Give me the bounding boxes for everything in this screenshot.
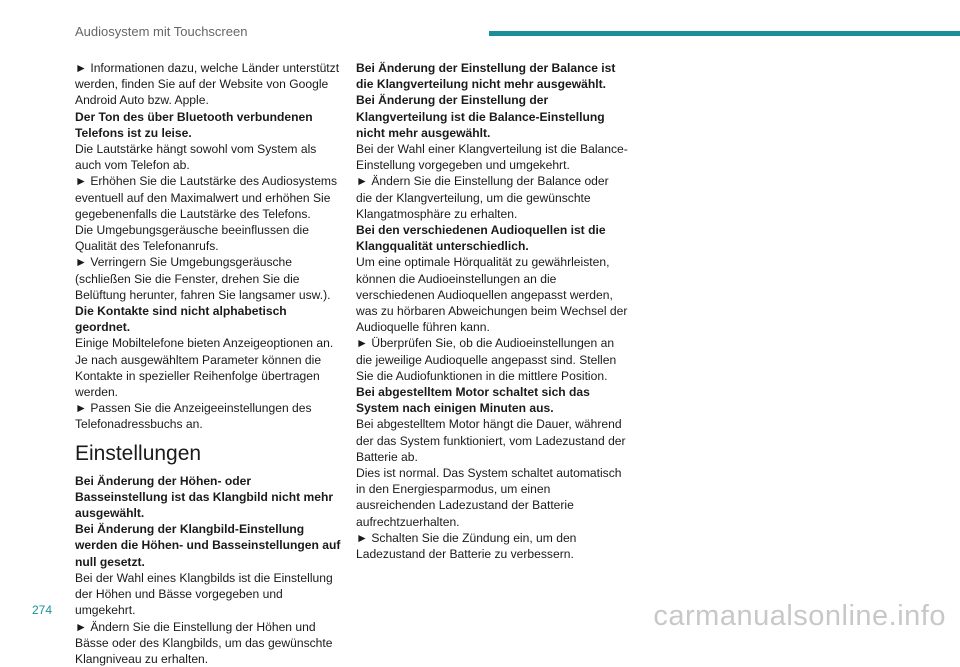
header-accent-bar	[489, 31, 960, 36]
watermark: carmanualsonline.info	[653, 600, 946, 633]
paragraph: Die Lautstärke hängt sowohl vom System als auch vom Telefon ab.	[75, 141, 343, 173]
page-number: 274	[32, 603, 52, 617]
instruction-paragraph: ► Überprüfen Sie, ob die Audioeinstellungen an die jeweilige Audioquelle angepasst sind. Stellen Sie die Audiofunktionen in die mittlere Position.	[356, 335, 628, 384]
problem-heading: Bei den verschiedenen Audioquellen ist die Klangqualität unterschiedlich.	[356, 222, 628, 254]
instruction-paragraph: ► Schalten Sie die Zündung ein, um den Ladezustand der Batterie zu verbessern.	[356, 530, 628, 562]
page-header-title: Audiosystem mit Touchscreen	[75, 24, 247, 39]
problem-heading: Der Ton des über Bluetooth verbundenen Telefons ist zu leise.	[75, 109, 343, 141]
instruction-paragraph: ► Passen Sie die Anzeigeeinstellungen des Telefonadressbuchs an.	[75, 400, 343, 432]
section-title: Einstellungen	[75, 442, 343, 466]
paragraph: Um eine optimale Hörqualität zu gewährleisten, können die Audioeinstellungen an die verschiedenen Audioquellen angepasst werden, was zu hörbaren Abweichungen beim Wechsel der Audioquelle führen kann.	[356, 254, 628, 335]
instruction-paragraph: ► Ändern Sie die Einstellung der Balance oder die der Klangverteilung, um die gewünschte Klangatmosphäre zu erhalten.	[356, 173, 628, 222]
problem-heading: Bei Änderung der Höhen- oder Basseinstellung ist das Klangbild nicht mehr ausgewählt.	[75, 473, 343, 522]
paragraph: Bei der Wahl einer Klangverteilung ist die Balance-Einstellung vorgegeben und umgekehrt.	[356, 141, 628, 173]
problem-heading: Bei abgestelltem Motor schaltet sich das System nach einigen Minuten aus.	[356, 384, 628, 416]
instruction-paragraph: ► Erhöhen Sie die Lautstärke des Audiosystems eventuell auf den Maximalwert und erhöhen Sie gegebenenfalls die Lautstärke des Telefons.	[75, 173, 343, 222]
left-column	[75, 60, 343, 667]
instruction-paragraph: ► Verringern Sie Umgebungsgeräusche (schließen Sie die Fenster, drehen Sie die Belüftung herunter, fahren Sie langsamer usw.).	[75, 254, 343, 303]
problem-heading: Die Kontakte sind nicht alphabetisch geordnet.	[75, 303, 343, 335]
problem-heading: Bei Änderung der Klangbild-Einstellung werden die Höhen- und Basseinstellungen auf null gesetzt.	[75, 521, 343, 570]
paragraph: ► Informationen dazu, welche Länder unterstützt werden, finden Sie auf der Website von Google Android Auto bzw. Apple.	[75, 60, 343, 109]
paragraph: Bei der Wahl eines Klangbilds ist die Einstellung der Höhen und Bässe vorgegeben und umgekehrt.	[75, 570, 343, 619]
paragraph: Bei abgestelltem Motor hängt die Dauer, während der das System funktioniert, vom Ladezustand der Batterie ab.	[356, 416, 628, 465]
instruction-paragraph: ► Ändern Sie die Einstellung der Höhen und Bässe oder des Klangbilds, um das gewünschte Klangniveau zu erhalten.	[75, 619, 343, 667]
problem-heading: Bei Änderung der Einstellung der Klangverteilung ist die Balance-Einstellung nicht mehr ausgewählt.	[356, 92, 628, 141]
problem-heading: Bei Änderung der Einstellung der Balance ist die Klangverteilung nicht mehr ausgewählt.	[356, 60, 628, 92]
right-column	[356, 60, 628, 562]
paragraph: Dies ist normal. Das System schaltet automatisch in den Energiesparmodus, um einen ausreichenden Ladezustand der Batterie aufrechtzuerhalten.	[356, 465, 628, 530]
paragraph: Die Umgebungsgeräusche beeinflussen die Qualität des Telefonanrufs.	[75, 222, 343, 254]
paragraph: Einige Mobiltelefone bieten Anzeigeoptionen an. Je nach ausgewähltem Parameter können die Kontakte in spezieller Reihenfolge übertragen werden.	[75, 335, 343, 400]
